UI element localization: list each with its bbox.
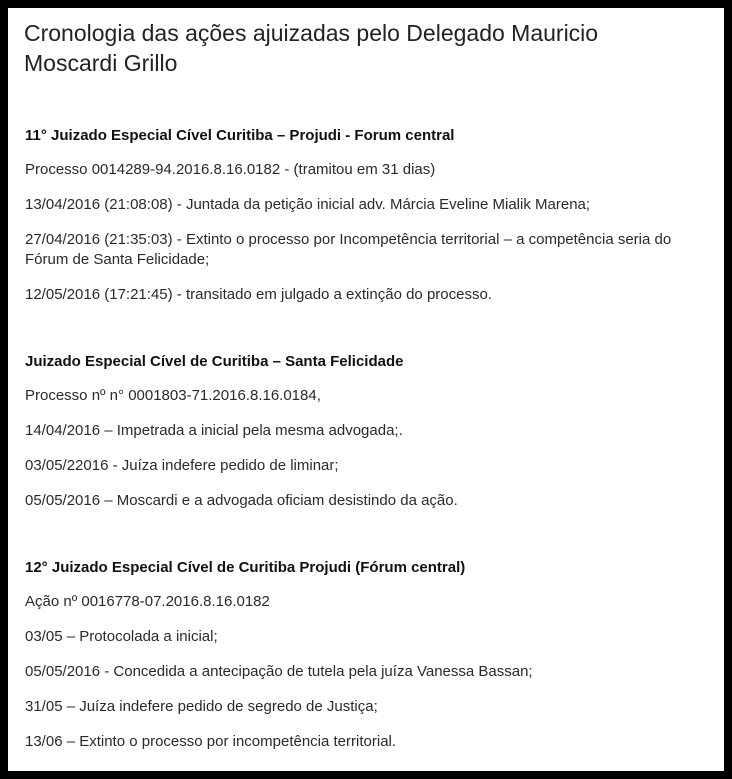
timeline-entry: 12/05/2016 (17:21:45) - transitado em julgado a extinção do processo.: [25, 286, 492, 303]
section-santa-felicidade: [25, 352, 715, 511]
section-heading: 12° Juizado Especial Cível de Curitiba Projudi (Fórum central): [25, 559, 466, 576]
document-frame: [8, 8, 724, 771]
timeline-entry: 13/04/2016 (21:08:08) - Juntada da petição inicial adv. Márcia Eveline Mialik Marena;: [25, 196, 591, 213]
timeline-entry: 31/05 – Juíza indefere pedido de segredo de Justiça;: [25, 698, 378, 715]
process-number: Ação nº 0016778-07.2016.8.16.0182: [25, 593, 270, 610]
section-12-juizado: [25, 558, 715, 752]
timeline-entry: 05/05/2016 - Concedida a antecipação de tutela pela juíza Vanessa Bassan;: [25, 663, 533, 680]
page-title: Cronologia das ações ajuizadas pelo Delegado Mauricio Moscardi Grillo: [24, 20, 599, 76]
section-heading: 11° Juizado Especial Cível Curitiba – Projudi - Forum central: [25, 127, 455, 144]
timeline-entry: 27/04/2016 (21:35:03) - Extinto o processo por Incompetência territorial – a competência seria do Fórum de Santa Felicidade;: [25, 231, 672, 268]
timeline-entry: 05/05/2016 – Moscardi e a advogada oficiam desistindo da ação.: [25, 492, 458, 509]
section-heading: Juizado Especial Cível de Curitiba – Santa Felicidade: [25, 353, 404, 370]
timeline-entry: 14/04/2016 – Impetrada a inicial pela mesma advogada;.: [25, 422, 403, 439]
timeline-entry: 03/05/22016 - Juíza indefere pedido de liminar;: [25, 457, 339, 474]
process-number: Processo 0014289-94.2016.8.16.0182 - (tramitou em 31 dias): [25, 161, 436, 178]
section-11-juizado: [25, 126, 715, 305]
process-number: Processo nº n° 0001803-71.2016.8.16.0184,: [25, 387, 321, 404]
timeline-entry: 13/06 – Extinto o processo por incompetência territorial.: [25, 733, 397, 750]
timeline-entry: 03/05 – Protocolada a inicial;: [25, 628, 218, 645]
